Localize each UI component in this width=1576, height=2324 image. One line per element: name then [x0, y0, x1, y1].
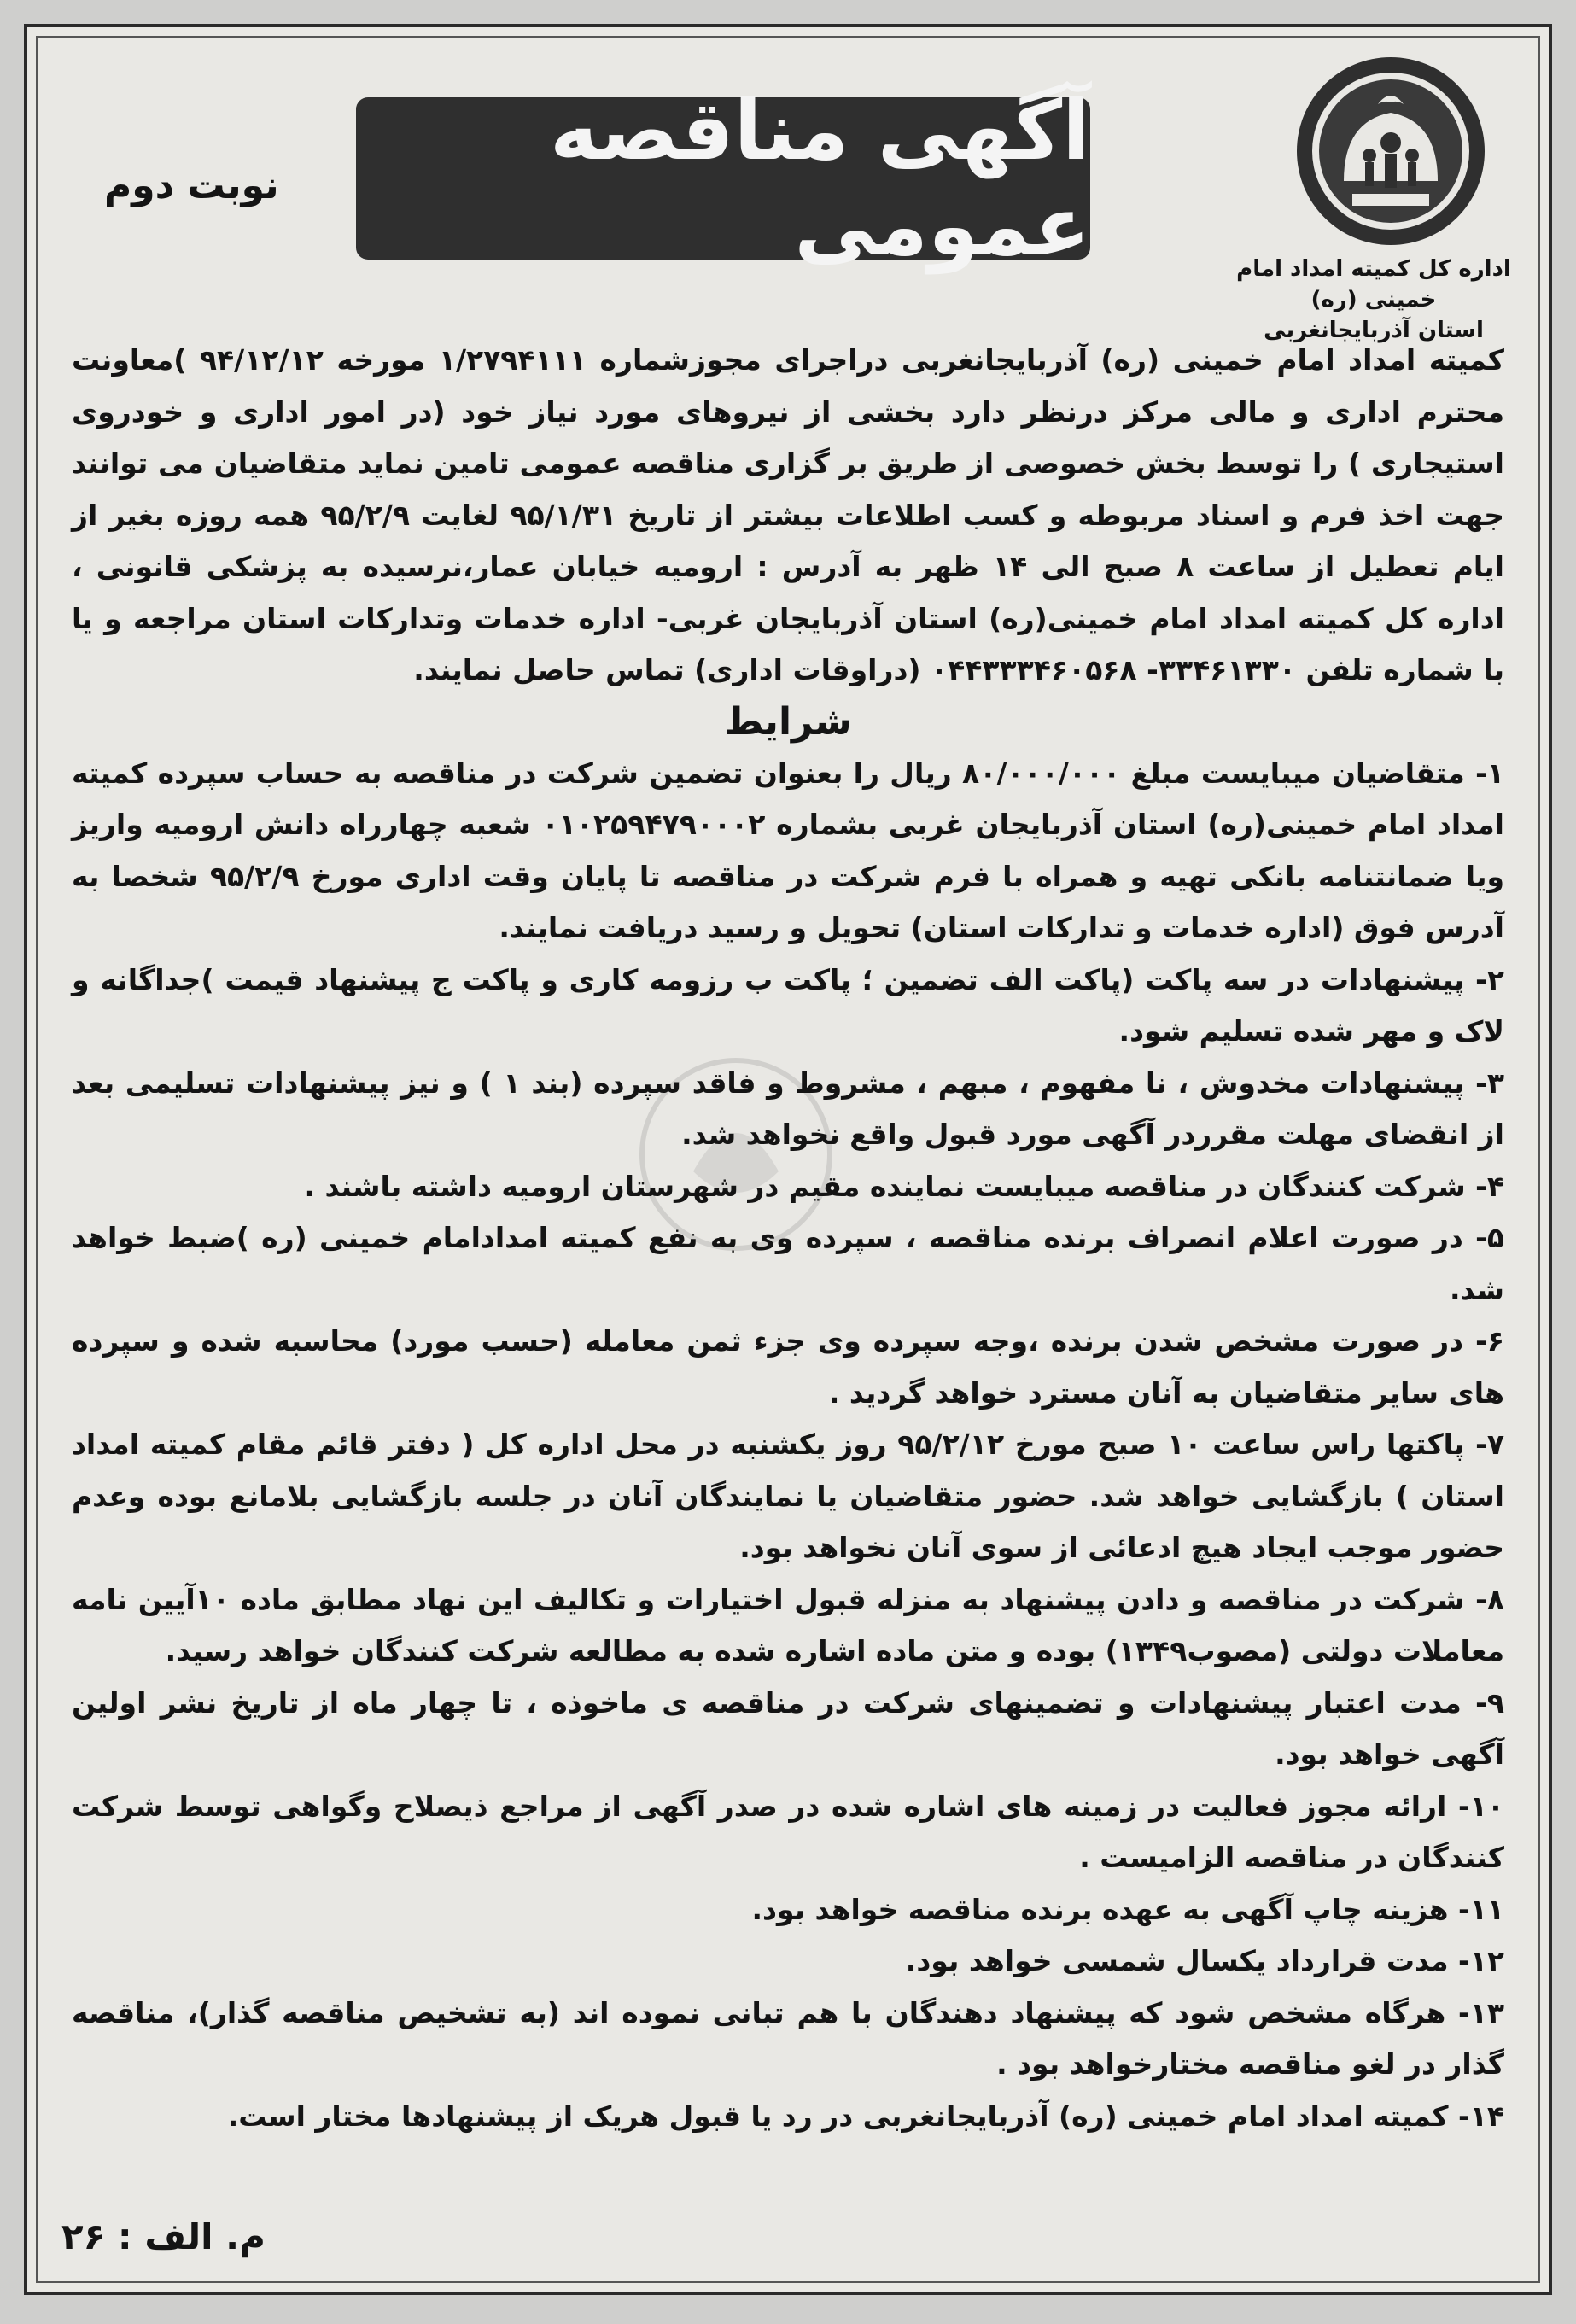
relief-committee-emblem-icon	[1293, 53, 1489, 249]
condition-item: ۱۱- هزینه چاپ آگهی به عهده برنده مناقصه خواهد بود.	[751, 1892, 1504, 1926]
condition-item: ۷- پاکتها راس ساعت ۱۰ صبح مورخ ۹۵/۲/۱۲ روز یکشنبه در محل اداره کل ( دفتر قائم مقام کمیته امداد استان ) بازگشایی خواهد شد. حضور متقاضیان یا نمایندگان آنان در جلسه بازگشایی بلامانع بوده وعدم حضور موجب ایجاد هیچ ادعائی از سوی آنان نخواهد بود.	[72, 1428, 1505, 1564]
condition-item: ۲- پیشنهادات در سه پاکت (پاکت الف تضمین ؛ پاکت ب رزومه کاری و پاکت ج پیشنهاد قیمت )جداگانه و لاک و مهر شده تسلیم شود.	[72, 962, 1504, 1048]
notice-body	[72, 335, 1504, 2142]
notice-title: آگهی مناقصه عمومی	[550, 83, 1090, 274]
org-line-1: اداره کل کمیته امداد امام خمینی (ره)	[1236, 256, 1511, 312]
conditions-heading: شرایط	[724, 699, 852, 744]
intro-paragraph: کمیته امداد امام خمینی (ره) آذربایجانغربی دراجرای مجوزشماره ۱/۲۷۹۴۱۱۱ مورخه ۹۴/۱۲/۱۲ )معاونت محترم اداری و مالی مرکز درنظر دارد بخشی از نیروهای مورد نیاز خود (در امور اداری و خودروی استیجاری ) را توسط بخش خصوصی از طریق بر گزاری مناقصه عمومی تامین نماید متقاضیان می توانند جهت اخذ فرم و اسناد مربوطه و کسب اطلاعات بیشتر از تاریخ ۹۵/۱/۳۱ لغایت ۹۵/۲/۹ همه روزه بغیر از ایام تعطیل از ساعت ۸ صبح الی ۱۴ ظهر به آدرس : ارومیه خیابان عمار،نرسیده به پزشکی قانونی ، اداره کل کمیته امداد امام خمینی(ره) استان آذربایجان غربی- اداره خدمات وتدارکات استان مراجعه و یا با شماره تلفن ۳۳۴۶۱۳۳۰- ۰۴۴۳۳۳۴۶۰۵۶۸ (دراوقات اداری) تماس حاصل نمایند.	[72, 343, 1504, 686]
condition-item: ۸- شرکت در مناقصه و دادن پیشنهاد به منزله قبول اختیارات و تکالیف این نهاد مطابق ماده ۱۰آیین نامه معاملات دولتی (مصوب۱۳۴۹) بوده و متن ماده اشاره شده به مطالعه شرکت کنندگان خواهد رسید.	[72, 1582, 1504, 1667]
condition-item: ۱۴- کمیته امداد امام خمینی (ره) آذربایجانغربی در رد یا قبول هریک از پیشنهادها مختار است.	[227, 2099, 1504, 2133]
condition-item: ۵- در صورت اعلام انصراف برنده مناقصه ، سپرده وی به نفع کمیته امدادامام خمینی (ره )ضبط خواهد شد.	[72, 1221, 1504, 1306]
condition-item: ۱۰- ارائه مجوز فعالیت در زمینه های اشاره شده در صدر آگهی از مراجع ذیصلاح وگواهی توسط شرکت کنندگان در مناقصه الزامیست .	[72, 1789, 1504, 1874]
title-banner	[356, 83, 1090, 274]
round-label: نوبت دوم	[104, 164, 279, 207]
condition-item: ۹- مدت اعتبار پیشنهادات و تضمینهای شرکت در مناقصه ی ماخوذه ، تا چهار ماه از تاریخ نشر اولین آگهی خواهد بود.	[72, 1685, 1504, 1771]
condition-item: ۴- شرکت کنندگان در مناقصه میبایست نماینده مقیم در شهرستان ارومیه داشته باشند .	[304, 1169, 1504, 1203]
condition-item: ۳- پیشنهادات مخدوش ، نا مفهوم ، مبهم ، مشروط و فاقد سپرده (بند ۱ ) و نیز پیشنهادات تسلیمی بعد از انقضای مهلت مقرردر آگهی مورد قبول واقع نخواهد شد.	[72, 1066, 1504, 1151]
condition-item: ۱۳- هرگاه مشخص شود که پیشنهاد دهندگان با هم تبانی نموده اند (به تشخیص مناقصه گذار)، مناقصه گذار در لغو مناقصه مختارخواهد بود .	[72, 1995, 1504, 2081]
newspaper-clipping	[24, 24, 1552, 2295]
organization-name	[1233, 254, 1515, 346]
condition-item: ۱۲- مدت قرارداد یکسال شمسی خواهد بود.	[905, 1944, 1504, 1977]
condition-item: ۱- متقاضیان میبایست مبلغ ۸۰/۰۰۰/۰۰۰ ریال را بعنوان تضمین شرکت در مناقصه به حساب سپرده کمیته امداد امام خمینی(ره) استان آذربایجان غربی بشماره ۰۱۰۲۵۹۴۷۹۰۰۰۲ شعبه چهارراه دانش ارومیه واریز ویا ضمانتنامه بانکی تهیه و همراه با فرم شرکت در مناقصه تا پایان وقت اداری مورخ ۹۵/۲/۹ شخصا به آدرس فوق (اداره خدمات و تدارکات استان) تحویل و رسید دریافت نمایند.	[72, 756, 1505, 944]
notice-header	[53, 44, 1523, 343]
org-line-2: استان آذربایجانغربی	[1264, 318, 1484, 343]
reference-number: م. الف : ۲۶	[61, 2216, 266, 2257]
condition-item: ۶- در صورت مشخص شدن برنده ،وجه سپرده وی جزء ثمن معامله (حسب مورد) محاسبه شده و سپرده های سایر متقاضیان به آنان مسترد خواهد گردید .	[72, 1324, 1504, 1410]
